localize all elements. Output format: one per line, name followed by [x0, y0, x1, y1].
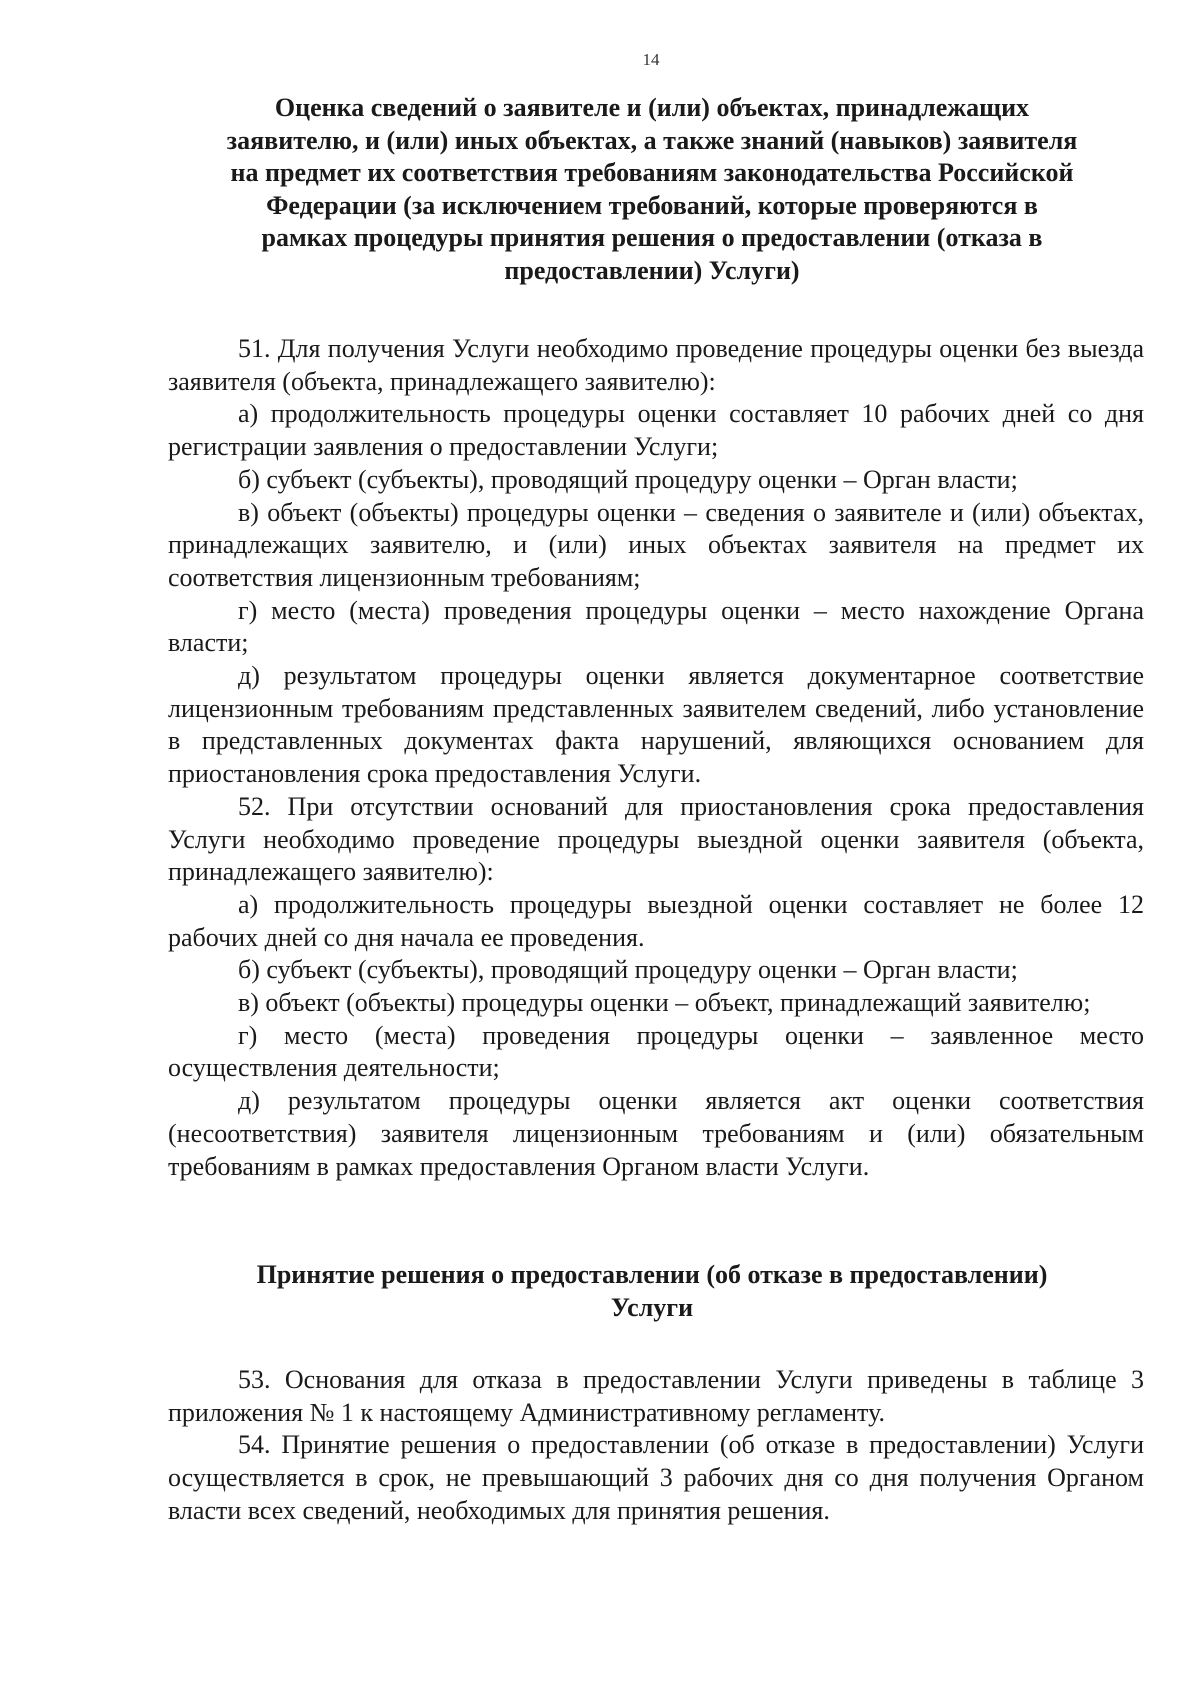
heading-line: Услуги: [610, 1292, 694, 1322]
paragraph-52: 52. При отсутствии оснований для приостановления срока предоставления Услуги необходимо проведение процедуры выездной оценки заявителя (объекта, принадлежащего заявителю):: [168, 791, 1144, 887]
paragraph-52-a: а) продолжительность процедуры выездной оценки составляет не более 12 рабочих дней со дня начала ее проведения.: [168, 889, 1144, 952]
heading-line: заявителю, и (или) иных объектах, а также знаний (навыков) заявителя: [226, 125, 1078, 155]
heading-line: Федерации (за исключением требований, которые проверяются в: [266, 190, 1038, 220]
paragraph-52-g: г) место (места) проведения процедуры оценки – заявленное место осуществления деятельности;: [168, 1020, 1144, 1083]
paragraph-52-v: в) объект (объекты) процедуры оценки – объект, принадлежащий заявителю;: [238, 988, 1091, 1018]
paragraph-52-d: д) результатом процедуры оценки является акт оценки соответствия (несоответствия) заявителя лицензионным требованиям и (или) обязательным требованиям в рамках предоставления Органом власти Услуги.: [168, 1086, 1144, 1181]
paragraph-51-a: а) продолжительность процедуры оценки составляет 10 рабочих дней со дня регистрации заявления о предоставлении Услуги;: [168, 399, 1144, 462]
section-heading-decision: [160, 1259, 1144, 1324]
section-heading-assessment: [160, 92, 1144, 287]
page-number: 14: [642, 50, 660, 69]
paragraph-51-d: д) результатом процедуры оценки является документарное соответствие лицензионным требованиям представленных заявителем сведений, либо установление в представленных документах факта нарушений, являющихся основанием для приостановления срока предоставления Услуги.: [168, 661, 1144, 789]
heading-line: Оценка сведений о заявителе и (или) объектах, принадлежащих: [274, 93, 1030, 122]
heading-line: на предмет их соответствия требованиям законодательства Российской: [230, 158, 1074, 187]
paragraph-51-v: в) объект (объекты) процедуры оценки – сведения о заявителе и (или) объектах, принадлежащих заявителю, и (или) иных объектах заявителя на предмет их соответствия лицензионным требованиям;: [168, 497, 1144, 592]
heading-line: рамках процедуры принятия решения о предоставлении (отказа в: [261, 223, 1043, 252]
heading-line: предоставлении) Услуги): [504, 255, 800, 285]
paragraph-54: 54. Принятие решения о предоставлении (об отказе в предоставлении) Услуги осуществляется в срок, не превышающий 3 рабочих дня со дня получения Органом власти всех сведений, необходимых для принятия решения.: [168, 1430, 1144, 1525]
paragraph-51-g: г) место (места) проведения процедуры оценки – место нахождение Органа власти;: [168, 595, 1144, 658]
section-body-assessment: [168, 333, 1144, 1183]
paragraph-51-b: б) субъект (субъекты), проводящий процедуру оценки – Орган власти;: [238, 464, 1018, 494]
section-body-decision: [168, 1364, 1144, 1528]
paragraph-52-b: б) субъект (субъекты), проводящий процедуру оценки – Орган власти;: [238, 955, 1018, 985]
paragraph-53: 53. Основания для отказа в предоставлении Услуги приведены в таблице 3 приложения № 1 к настоящему Административному регламенту.: [168, 1365, 1144, 1427]
heading-line: Принятие решения о предоставлении (об отказе в предоставлении): [256, 1260, 1048, 1289]
paragraph-51: 51. Для получения Услуги необходимо проведение процедуры оценки без выезда заявителя (объекта, принадлежащего заявителю):: [168, 334, 1144, 396]
